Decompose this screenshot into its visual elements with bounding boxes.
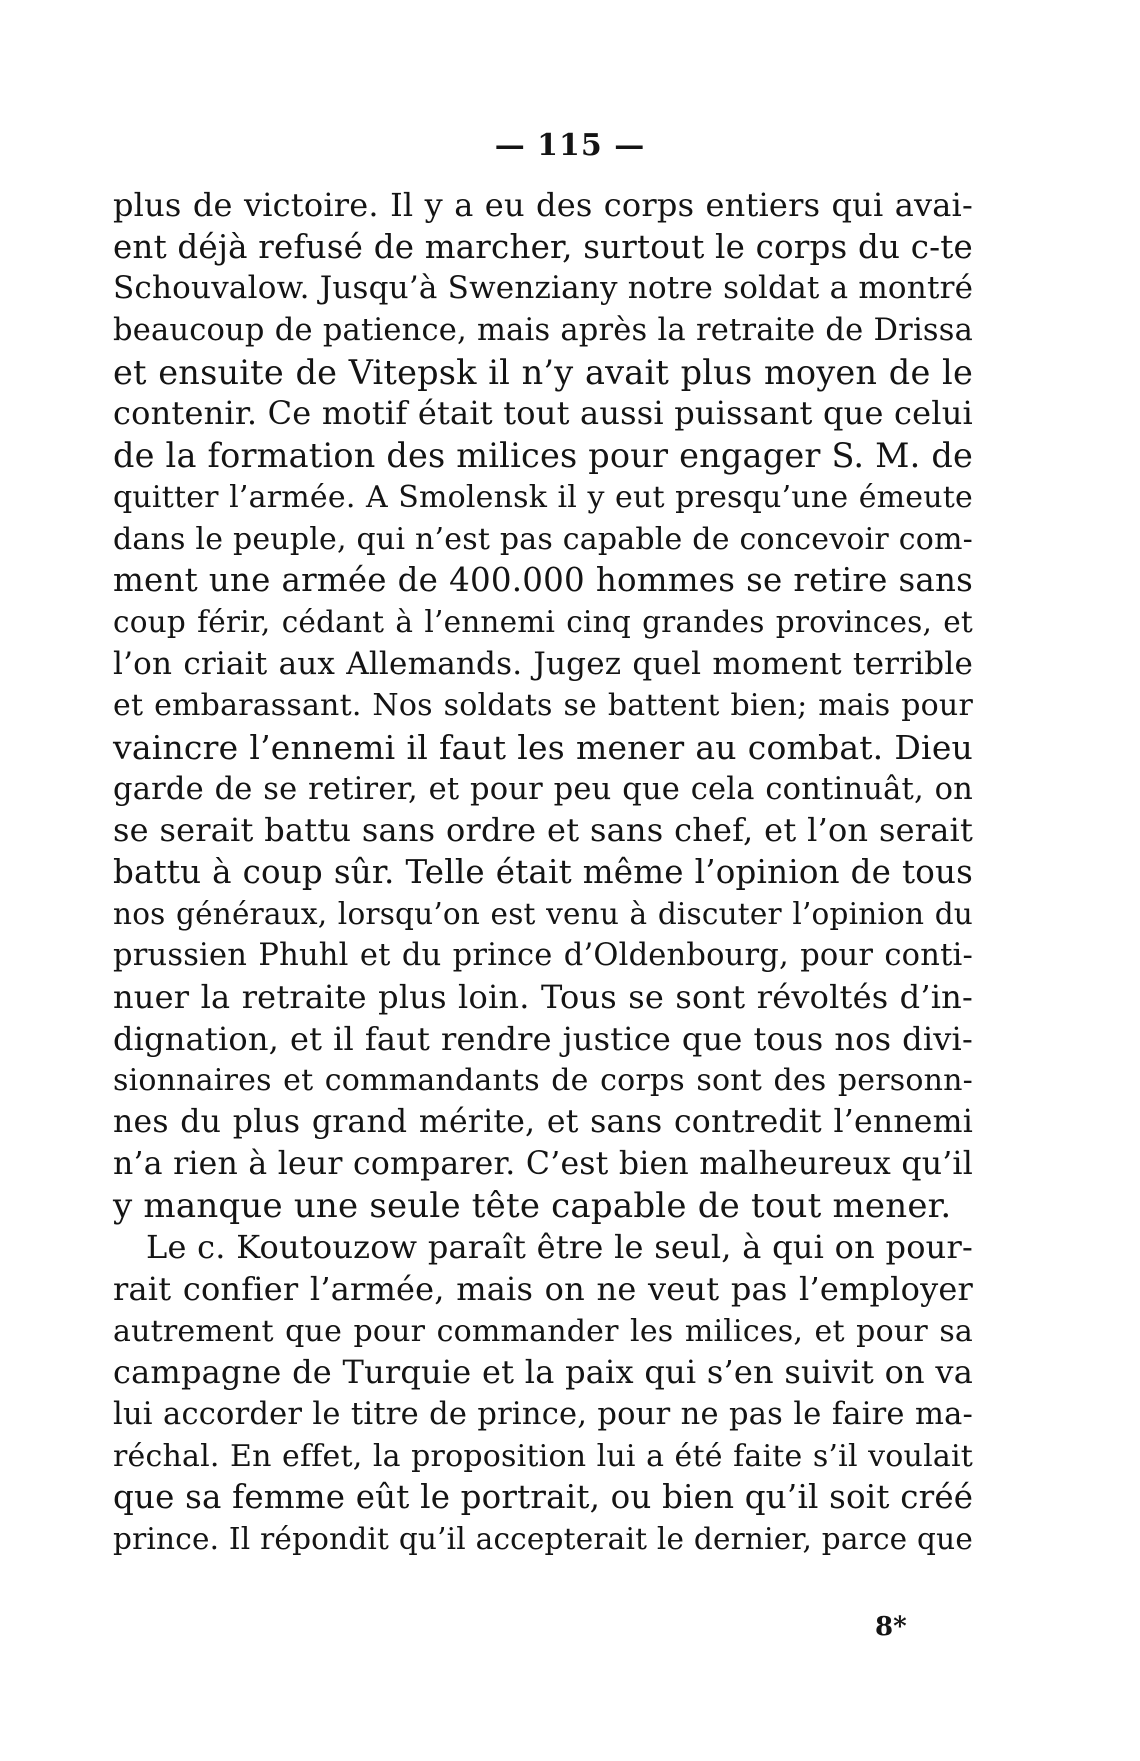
- text-line: que sa femme eût le portrait, ou bien qu’il soit créé: [113, 1478, 974, 1517]
- text-line: quitter l’armée. A Smolensk il y eut presqu’une émeute: [113, 479, 973, 515]
- text-line: se serait battu sans ordre et sans chef, et l’on serait: [113, 811, 973, 850]
- body-text: [113, 185, 973, 1561]
- text-line: et embarassant. Nos soldats se battent bien; mais pour: [113, 688, 973, 724]
- text-line: n’a rien à leur comparer. C’est bien malheureux qu’il: [113, 1145, 973, 1182]
- text-line: Schouvalow. Jusqu’à Swenziany notre soldat a montré: [113, 270, 974, 307]
- text-line: prussien Phuhl et du prince d’Oldenbourg, pour conti-: [113, 938, 973, 974]
- text-line: vaincre l’ennemi il faut les mener au combat. Dieu: [113, 727, 973, 767]
- text-line: sionnaires et commandants de corps sont des personn-: [113, 1063, 973, 1099]
- page-number: — 115 —: [494, 128, 646, 163]
- text-line: plus de victoire. Il y a eu des corps entiers qui avai-: [113, 186, 973, 224]
- text-line: contenir. Ce motif était tout aussi puissant que celui: [113, 394, 973, 433]
- text-line: lui accorder le titre de prince, pour ne pas le faire ma-: [113, 1396, 973, 1432]
- text-line: et ensuite de Vitepsk il n’y avait plus moyen de le: [113, 352, 973, 392]
- text-line: battu à coup sûr. Telle était même l’opinion de tous: [113, 853, 973, 891]
- text-line: Le c. Koutouzow paraît être le seul, à qui on pour-: [146, 1228, 973, 1267]
- text-line: ent déjà refusé de marcher, surtout le corps du c-te: [113, 227, 973, 266]
- text-line: autrement que pour commander les milices, et pour sa: [113, 1313, 973, 1349]
- text-line: beaucoup de patience, mais après la retraite de Drissa: [113, 313, 973, 349]
- text-line: nos généraux, lorsqu’on est venu à discuter l’opinion du: [113, 896, 973, 931]
- signature-mark: 8*: [875, 1612, 907, 1642]
- text-line: nes du plus grand mérite, et sans contredit l’ennemi: [113, 1104, 973, 1141]
- text-line: dignation, et il faut rendre justice que tous nos divi-: [113, 1019, 973, 1058]
- text-line: prince. Il répondit qu’il accepterait le dernier, parce que: [113, 1522, 973, 1556]
- text-line: de la formation des milices pour engager S. M. de: [113, 436, 973, 476]
- text-line: rait confier l’armée, mais on ne veut pas l’employer: [113, 1269, 973, 1308]
- text-line: nuer la retraite plus loin. Tous se sont révoltés d’in-: [113, 978, 973, 1017]
- text-line: y manque une seule tête capable de tout mener.: [113, 1185, 952, 1226]
- text-line: ment une armée de 400.000 hommes se retire sans: [113, 561, 973, 600]
- text-line: dans le peuple, qui n’est pas capable de concevoir com-: [113, 521, 973, 557]
- text-line: coup férir, cédant à l’ennemi cinq grandes provinces, et: [113, 604, 973, 639]
- text-line: réchal. En effet, la proposition lui a été faite s’il voulait: [113, 1438, 973, 1474]
- text-line: campagne de Turquie et la paix qui s’en suivit on va: [113, 1353, 973, 1392]
- text-line: garde de se retirer, et pour peu que cela continuât, on: [113, 771, 973, 807]
- text-line: l’on criait aux Allemands. Jugez quel moment terrible: [113, 645, 973, 682]
